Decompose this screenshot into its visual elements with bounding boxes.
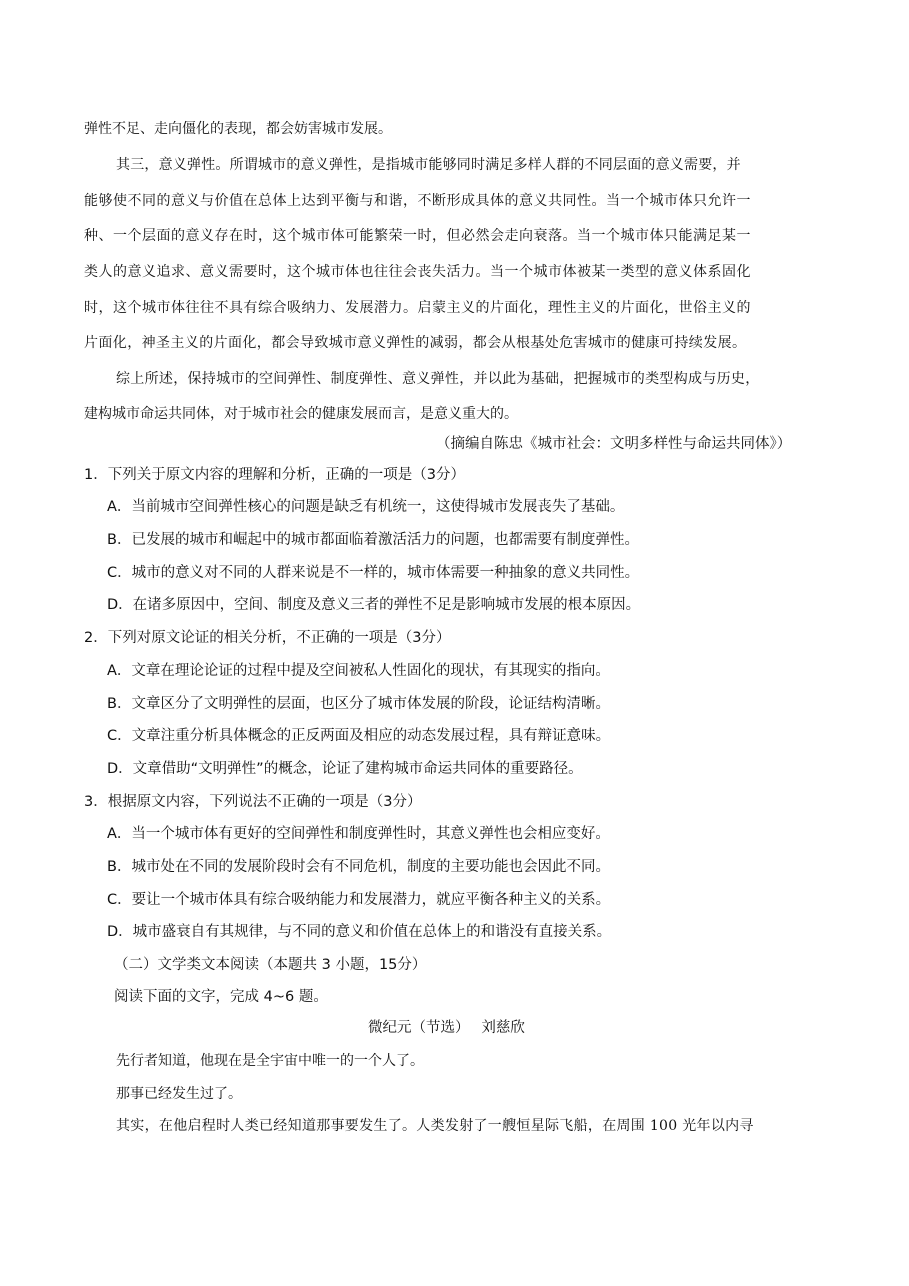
question-option: A．文章在理论论证的过程中提及空间被私人性固化的现状，有其现实的指向。 bbox=[107, 663, 610, 679]
question-option: B．城市处在不同的发展阶段时会有不同危机，制度的主要功能也会因此不同。 bbox=[107, 859, 610, 875]
question-option: C．要让一个城市体具有综合吸纳能力和发展潜力，就应平衡各种主义的关系。 bbox=[107, 892, 611, 908]
question-stem: 3．根据原文内容，下列说法不正确的一项是（3分） bbox=[84, 794, 422, 810]
question-stem: 1．下列关于原文内容的理解和分析，正确的一项是（3分） bbox=[84, 467, 465, 483]
story-line: 其实，在他启程时人类已经知道那事要发生了。人类发射了一艘恒星际飞船，在周围 100 光年以内寻 bbox=[116, 1118, 754, 1134]
passage-line: 其三，意义弹性。所谓城市的意义弹性，是指城市能够同时满足多样人群的不同层面的意义需要，并 bbox=[116, 157, 741, 173]
question-option: D．城市盛衰自有其规律，与不同的意义和价值在总体上的和谐没有直接关系。 bbox=[107, 924, 612, 940]
question-option: A．当前城市空间弹性核心的问题是缺乏有机统一，这使得城市发展丧失了基础。 bbox=[107, 499, 625, 515]
question-option: C．城市的意义对不同的人群来说是不一样的，城市体需要一种抽象的意义共同性。 bbox=[107, 565, 640, 581]
section-heading: （二）文学类文本阅读（本题共 3 小题，15分） bbox=[114, 957, 427, 973]
story-title: 微纪元（节选） 刘慈欣 bbox=[368, 1020, 525, 1036]
story-line: 那事已经发生过了。 bbox=[116, 1086, 242, 1102]
section-instruction: 阅读下面的文字，完成 4~6 题。 bbox=[114, 989, 328, 1005]
passage-line: 建构城市命运共同体，对于城市社会的健康发展而言，是意义重大的。 bbox=[84, 406, 518, 422]
passage-line: 种、一个层面的意义存在时，这个城市体可能繁荣一时，但必然会走向衰落。当一个城市体只能满足某一 bbox=[84, 228, 751, 244]
question-option: D．文章借助“文明弹性”的概念，论证了建构城市命运共同体的重要路径。 bbox=[107, 761, 583, 777]
question-option: A．当一个城市体有更好的空间弹性和制度弹性时，其意义弹性也会相应变好。 bbox=[107, 826, 610, 842]
question-option: D．在诸多原因中，空间、制度及意义三者的弹性不足是影响城市发展的根本原因。 bbox=[107, 597, 641, 613]
passage-line: 时，这个城市体往往不具有综合吸纳力、发展潜力。启蒙主义的片面化，理性主义的片面化，世俗主义的 bbox=[84, 300, 751, 316]
passage-line: 片面化，神圣主义的片面化，都会导致城市意义弹性的减弱，都会从根基处危害城市的健康可持续发展。 bbox=[84, 335, 747, 351]
question-option: C．文章注重分析具体概念的正反两面及相应的动态发展过程，具有辩证意味。 bbox=[107, 728, 611, 744]
passage-line: 类人的意义追求、意义需要时，这个城市体也往往会丧失活力。当一个城市体被某一类型的意义体系固化 bbox=[84, 264, 751, 280]
passage-line: 能够使不同的意义与价值在总体上达到平衡与和谐，不断形成具体的意义共同性。当一个城市体只允许一 bbox=[84, 193, 751, 209]
source-citation: （摘编自陈忠《城市社会：文明多样性与命运共同体》） bbox=[436, 436, 792, 452]
story-line: 先行者知道，他现在是全宇宙中唯一的一个人了。 bbox=[116, 1053, 424, 1069]
passage-line: 弹性不足、走向僵化的表现，都会妨害城市发展。 bbox=[84, 121, 392, 137]
question-option: B．已发展的城市和崛起中的城市都面临着激活活力的问题，也都需要有制度弹性。 bbox=[107, 532, 639, 548]
question-option: B．文章区分了文明弹性的层面，也区分了城市体发展的阶段，论证结构清晰。 bbox=[107, 696, 610, 712]
passage-line: 综上所述，保持城市的空间弹性、制度弹性、意义弹性，并以此为基础，把握城市的类型构成与历史， bbox=[116, 371, 760, 387]
question-stem: 2．下列对原文论证的相关分析，不正确的一项是（3分） bbox=[84, 630, 451, 646]
